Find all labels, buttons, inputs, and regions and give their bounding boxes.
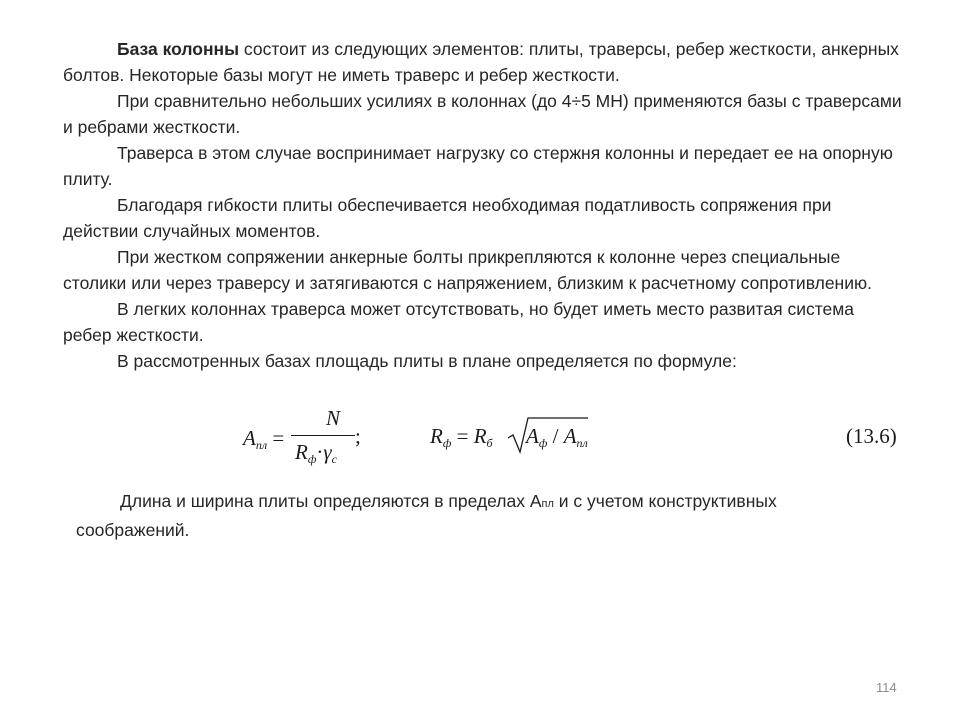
fraction-bar bbox=[291, 435, 355, 436]
formula-semicolon: ; bbox=[355, 424, 361, 448]
formula-numerator: N bbox=[325, 406, 340, 430]
equation-number: (13.6) bbox=[846, 424, 897, 448]
paragraph-4 bbox=[63, 192, 903, 244]
paragraph-6 bbox=[63, 296, 903, 348]
formula-r-expression: $R_ф = R_б$ bbox=[430, 424, 493, 450]
paragraph-1 bbox=[63, 36, 903, 88]
paragraph-3 bbox=[63, 140, 903, 192]
paragraph-text: При сравнительно небольших усилиях в колоннах (до 4÷5 МН) применяются базы с траверсами и ребрами жесткости. bbox=[63, 91, 902, 137]
term-bold: База колонны bbox=[117, 39, 240, 59]
paragraph-text: Благодаря гибкости плиты обеспечивается необходимая податливость сопряжения при действии случайных моментов. bbox=[63, 195, 832, 241]
paragraph-5 bbox=[63, 244, 903, 296]
formula-radicand: $A_ф / A_{пл}$ bbox=[526, 424, 588, 450]
paragraph-text: В рассмотренных базах площадь плиты в плане определяется по формуле: bbox=[117, 351, 737, 371]
paragraph-text: В легких колоннах траверса может отсутствовать, но будет иметь место развитая система ребер жесткости. bbox=[63, 299, 855, 345]
conclusion-line-1: Длина и ширина плиты определяются в пределах Апл и с учетом конструктивных bbox=[120, 491, 777, 511]
paragraph-text: состоит из следующих элементов: плиты, траверсы, ребер жесткости, анкерных болтов. Некоторые базы могут не иметь траверс и ребер жесткости. bbox=[63, 39, 899, 85]
paragraph-2 bbox=[63, 88, 903, 140]
conclusion-paragraph bbox=[76, 488, 876, 543]
subscript: пл bbox=[541, 498, 554, 510]
page-number: 114 bbox=[876, 680, 897, 695]
slide-body bbox=[63, 36, 903, 374]
formula-row bbox=[0, 404, 960, 474]
formula-lhs: $A_{пл}$ = bbox=[243, 426, 285, 452]
paragraph-text: При жестком сопряжении анкерные болты прикрепляются к колонне через специальные столики или через траверсу и затягиваются с напряжением, близким к расчетному сопротивлению. bbox=[63, 247, 872, 293]
paragraph-text: Траверса в этом случае воспринимает нагрузку со стержня колонны и передает ее на опорную плиту. bbox=[63, 143, 893, 189]
paragraph-7 bbox=[63, 348, 903, 374]
formula-denominator: $R_ф\cdot\gamma_c$ bbox=[295, 440, 337, 466]
conclusion-line-2: соображений. bbox=[76, 520, 190, 540]
